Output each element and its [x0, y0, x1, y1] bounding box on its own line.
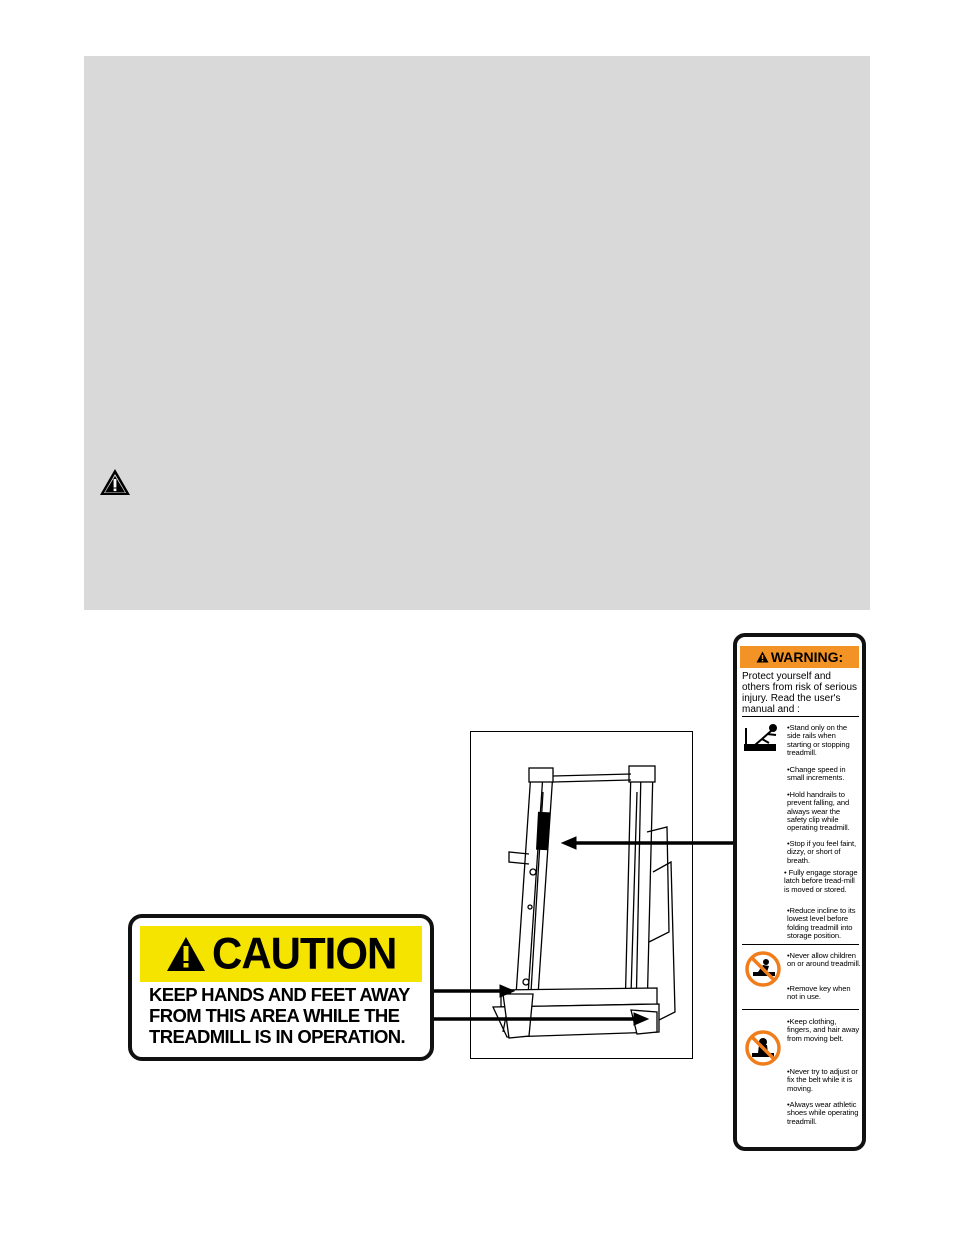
warning-item: •Hold handrails to prevent falling, and always wear the safety clip while operating treadmill. [787, 790, 850, 833]
caution-line: FROM THIS AREA WHILE THE [149, 1005, 400, 1026]
warning-item: •Keep clothing, fingers, and hair away from moving belt. [787, 1017, 860, 1043]
divider [742, 1009, 859, 1010]
caution-title: CAUTION [212, 928, 397, 979]
warning-header [740, 646, 859, 668]
alert-triangle-icon [166, 936, 206, 972]
caution-line: TREADMILL IS IN OPERATION. [149, 1026, 406, 1047]
warning-item: •Stop if you feel faint, dizzy, or short of breath. [787, 839, 857, 865]
caution-decal [128, 914, 434, 1061]
warning-item: •Reduce incline to its lowest level before folding treadmill into storage position. [787, 906, 856, 940]
warning-title: WARNING: [770, 649, 844, 665]
caution-message [149, 984, 429, 1047]
caution-header [140, 926, 422, 982]
warning-item: •Always wear athletic shoes while operating treadmill. [787, 1100, 859, 1126]
person-falling-icon [743, 723, 783, 753]
caution-line: KEEP HANDS AND FEET AWAY [149, 984, 410, 1005]
warning-item: •Never try to adjust or fix the belt while it is moving. [787, 1067, 858, 1093]
warning-intro: Protect yourself and others from risk of serious injury. Read the user's manual and : [742, 671, 858, 715]
warning-item: • Fully engage storage latch before tread-mill is moved or stored. [784, 868, 858, 894]
warning-item: •Remove key when not in use. [787, 984, 851, 1002]
divider [742, 716, 859, 717]
alert-triangle-icon [756, 651, 769, 663]
no-hair-belt-icon [744, 1029, 782, 1067]
warning-decal [733, 633, 866, 1151]
divider [742, 944, 859, 945]
warning-item: •Never allow children on or around treadmill. [787, 951, 861, 969]
warning-item: •Stand only on the side rails when starting or stopping treadmill. [787, 723, 850, 757]
warning-item: •Change speed in small increments. [787, 765, 846, 783]
no-children-icon [744, 950, 782, 988]
